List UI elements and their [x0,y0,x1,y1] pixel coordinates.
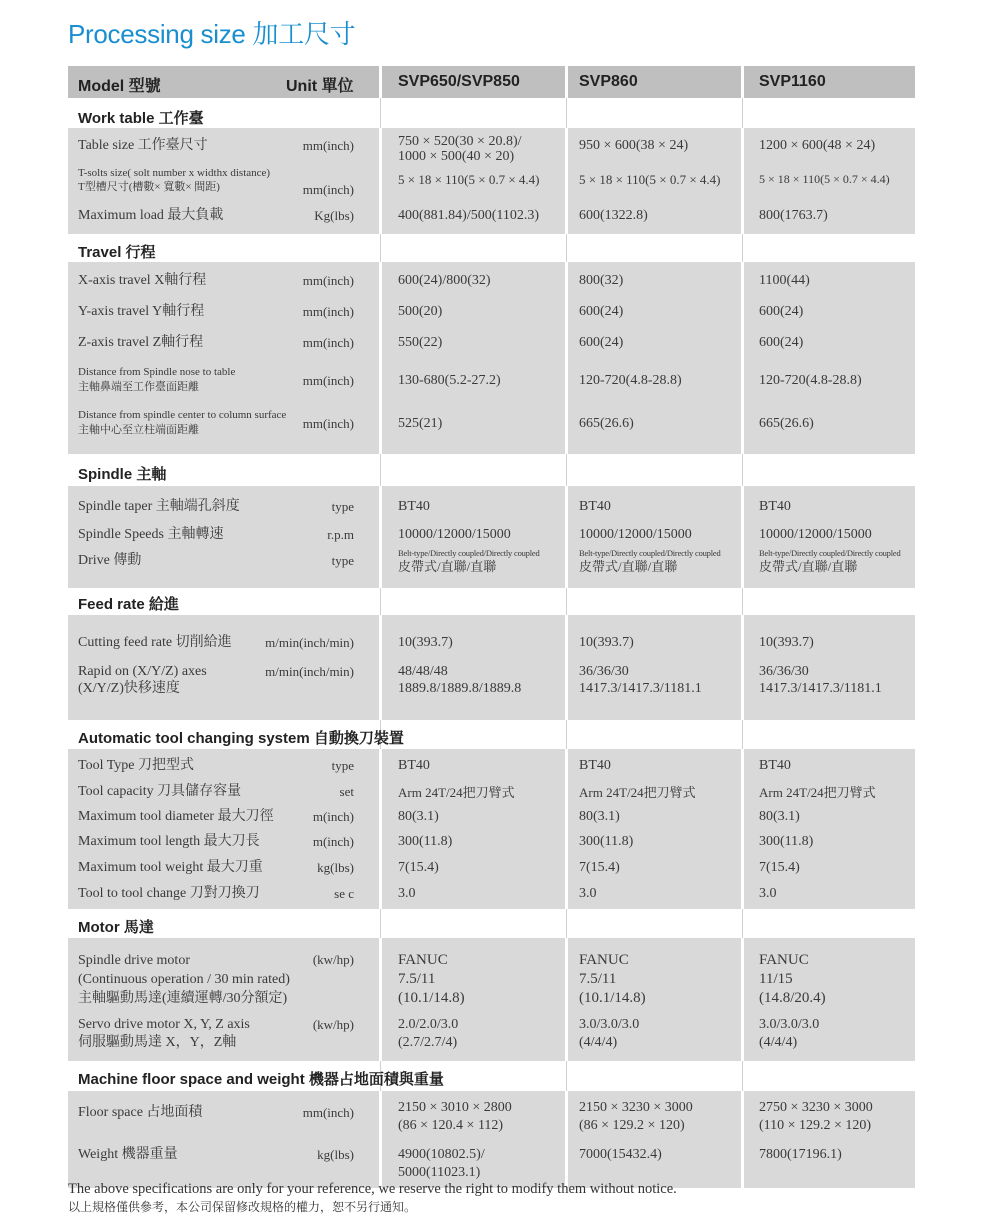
cell-value: 80(3.1) [579,809,620,824]
cell-value: 2150 × 3010 × 2800 (86 × 120.4 × 112) [398,1100,512,1133]
row-unit: kg(lbs) [317,1147,354,1162]
header-unit: Unit 單位 [286,78,354,95]
row-label: Z-axis travel Z軸行程 [78,335,204,350]
row-label: Maximum tool length 最大刀長 [78,834,260,849]
cell-value: BT40 [759,758,791,773]
row-label: Tool to tool change 刀對刀換刀 [78,886,260,901]
page-title: Processing size 加工尺寸 [68,19,356,49]
cell-value: 400(881.84)/500(1102.3) [398,208,540,223]
cell-value: BT40 [398,499,430,514]
section-title: Motor 馬達 [78,919,154,936]
row-unit: m/min(inch/min) [265,635,354,650]
row-unit: kg(lbs) [317,860,354,875]
row-unit: se c [334,886,354,901]
row-unit: r.p.m [327,527,354,542]
row-label: Spindle drive motor (Continuous operation / 30 min rated) 主軸驅動馬達(連續運轉/30分額定) [78,953,290,1006]
cell-value: 5 × 18 × 110(5 × 0.7 × 4.4) [759,172,890,186]
cell-value: 600(24) [759,335,804,350]
row-label: Spindle Speeds 主軸轉速 [78,527,224,542]
section-spindle [68,454,915,486]
section-title: Machine floor space and weight 機器占地面積與重量 [78,1071,444,1088]
cell-value: BT40 [398,758,430,773]
footnote-zh: 以上規格僅供參考，本公司保留修改規格的權力，恕不另行通知。 [68,1200,417,1214]
section-title: Spindle 主軸 [78,466,167,483]
cell-value: 665(26.6) [759,416,814,431]
row-unit: mm(inch) [302,304,354,319]
row-label: Tool Type 刀把型式 [78,758,194,773]
cell-value: 600(24) [759,304,804,319]
row-label: Maximum tool weight 最大刀重 [78,860,263,875]
row-unit: mm(inch) [302,182,354,197]
feed-rate-group [68,615,915,720]
table-header [68,66,915,98]
row-unit: type [331,553,354,568]
row-unit: m/min(inch/min) [265,664,354,679]
section-title: Travel 行程 [78,244,156,261]
row-label: Drive 傳動 [78,553,142,568]
header-col-2: SVP860 [579,73,638,90]
cell-value: 130-680(5.2-27.2) [398,373,501,388]
cell-value: 36/36/30 1417.3/1417.3/1181.1 [759,664,882,696]
cell-value: 皮帶式/直聯/直聯 [579,559,678,574]
row-label: Maximum load 最大負載 [78,208,224,223]
cell-value: 1200 × 600(48 × 24) [759,138,876,153]
row-unit: mm(inch) [302,138,354,153]
cell-value: 5 × 18 × 110(5 × 0.7 × 4.4) [398,172,540,187]
row-unit: type [331,499,354,514]
travel-group [68,262,915,454]
row-label: Table size 工作臺尺寸 [78,138,208,153]
cell-value: FANUC 11/15 (14.8/20.4) [759,952,826,1006]
cell-value: 800(1763.7) [759,208,828,223]
section-work-table [68,98,915,128]
section-motor [68,909,915,938]
cell-value: 1100(44) [759,273,810,288]
cell-value: 500(20) [398,304,443,319]
row-label: X-axis travel X軸行程 [78,273,207,288]
cell-value: Arm 24T/24把刀臂式 [579,785,696,800]
row-label: Tool capacity 刀具儲存容量 [78,784,242,799]
row-unit: set [339,784,354,799]
cell-value: 5 × 18 × 110(5 × 0.7 × 4.4) [579,172,721,187]
row-label: Weight 機器重量 [78,1147,178,1162]
cell-value: BT40 [579,499,611,514]
motor-group [68,938,915,1061]
cell-value: 300(11.8) [759,834,814,849]
row-label: Y-axis travel Y軸行程 [78,304,205,319]
section-title: Work table 工作臺 [78,110,204,127]
footnote [68,1180,677,1216]
cell-value: 皮帶式/直聯/直聯 [398,559,497,574]
cell-value: 3.0 [398,886,416,901]
cell-value: 3.0/3.0/3.0 (4/4/4) [579,1017,640,1050]
cell-value: 120-720(4.8-28.8) [759,373,862,388]
cell-value: Belt-type/Directly coupled/Directly coupled [579,548,721,558]
row-unit: type [331,758,354,773]
row-unit: mm(inch) [302,416,354,431]
cell-value: 600(24) [579,335,624,350]
cell-value: 7(15.4) [759,860,800,875]
row-label: Distance from Spindle nose to table 主軸鼻端至工作臺面距離 [78,366,236,393]
row-unit: m(inch) [312,834,354,849]
row-label: Rapid on (X/Y/Z) axes (X/Y/Z)快移速度 [78,664,207,696]
cell-value: 665(26.6) [579,416,634,431]
row-unit: (kw/hp) [312,1017,354,1032]
row-unit: mm(inch) [302,1105,354,1120]
row-label: Servo drive motor X, Y, Z axis 伺服驅動馬達 X，Y，Z軸 [78,1017,250,1050]
cell-value: Belt-type/Directly coupled/Directly coupled [398,548,540,558]
cell-value: 600(24) [579,304,624,319]
cell-value: Arm 24T/24把刀臂式 [398,785,515,800]
row-unit: mm(inch) [302,273,354,288]
row-unit: mm(inch) [302,335,354,350]
spindle-group [68,486,915,588]
row-label: Distance from spindle center to column surface 主軸中心至立柱端面距離 [78,409,287,436]
row-unit: (kw/hp) [312,952,354,967]
section-title: Automatic tool changing system 自動換刀裝置 [78,730,404,747]
cell-value: 7(15.4) [398,860,439,875]
cell-value: 10000/12000/15000 [759,527,872,542]
section-feed-rate [68,588,915,615]
row-label: Floor space 占地面積 [78,1105,203,1120]
cell-value: 2.0/2.0/3.0 (2.7/2.7/4) [398,1017,459,1050]
cell-value: 2750 × 3230 × 3000 (110 × 129.2 × 120) [759,1100,873,1133]
section-title: Feed rate 給進 [78,596,179,613]
section-atc [68,720,915,749]
cell-value: 10(393.7) [759,635,814,650]
section-travel [68,234,915,262]
section-floor [68,1061,915,1091]
cell-value: 950 × 600(38 × 24) [579,138,689,153]
cell-value: 120-720(4.8-28.8) [579,373,682,388]
cell-value: 3.0/3.0/3.0 (4/4/4) [759,1017,820,1050]
cell-value: 80(3.1) [398,809,439,824]
cell-value: FANUC 7.5/11 (10.1/14.8) [579,952,646,1006]
cell-value: 10(393.7) [579,635,634,650]
cell-value: 7000(15432.4) [579,1147,662,1162]
cell-value: 80(3.1) [759,809,800,824]
row-label: T-solts size( solt number x widthx distance) T型槽尺寸(槽數× 寬數× 間距) [78,167,271,193]
header-model: Model 型號 [78,78,161,95]
cell-value: Arm 24T/24把刀臂式 [759,785,876,800]
cell-value: 300(11.8) [579,834,634,849]
cell-value: 2150 × 3230 × 3000 (86 × 129.2 × 120) [579,1100,693,1133]
cell-value: BT40 [579,758,611,773]
work-table-group [68,128,915,234]
footnote-en: The above specifications are only for your reference, we reserve the right to modify them without notice. [68,1181,677,1197]
cell-value: FANUC 7.5/11 (10.1/14.8) [398,952,465,1006]
cell-value: 10000/12000/15000 [398,527,511,542]
cell-value: 36/36/30 1417.3/1417.3/1181.1 [579,664,702,696]
cell-value: 7800(17196.1) [759,1147,842,1162]
atc-group [68,749,915,909]
row-unit: Kg(lbs) [314,208,354,223]
cell-value: 600(24)/800(32) [398,273,491,288]
cell-value: 300(11.8) [398,834,453,849]
row-label: Maximum tool diameter 最大刀徑 [78,809,274,824]
row-label: Spindle taper 主軸端孔斜度 [78,499,240,514]
cell-value: BT40 [759,499,791,514]
header-col-1: SVP650/SVP850 [398,73,520,90]
cell-value: 3.0 [759,886,777,901]
cell-value: 48/48/48 1889.8/1889.8/1889.8 [398,664,522,696]
row-unit: mm(inch) [302,373,354,388]
cell-value: 525(21) [398,416,443,431]
floor-group [68,1091,915,1188]
cell-value: 4900(10802.5)/ 5000(11023.1) [398,1147,485,1180]
cell-value: 10000/12000/15000 [579,527,692,542]
header-col-3: SVP1160 [759,73,826,90]
cell-value: 皮帶式/直聯/直聯 [759,559,858,574]
row-unit: m(inch) [312,809,354,824]
cell-value: 3.0 [579,886,597,901]
cell-value: 600(1322.8) [579,208,648,223]
cell-value: 10(393.7) [398,635,453,650]
spec-table [68,66,915,1188]
row-label: Cutting feed rate 切削給進 [78,635,232,650]
cell-value: 800(32) [579,273,624,288]
cell-value: Belt-type/Directly coupled/Directly coupled [759,548,901,558]
cell-value: 7(15.4) [579,860,620,875]
cell-value: 750 × 520(30 × 20.8)/ 1000 × 500(40 × 20) [398,134,522,164]
cell-value: 550(22) [398,335,443,350]
